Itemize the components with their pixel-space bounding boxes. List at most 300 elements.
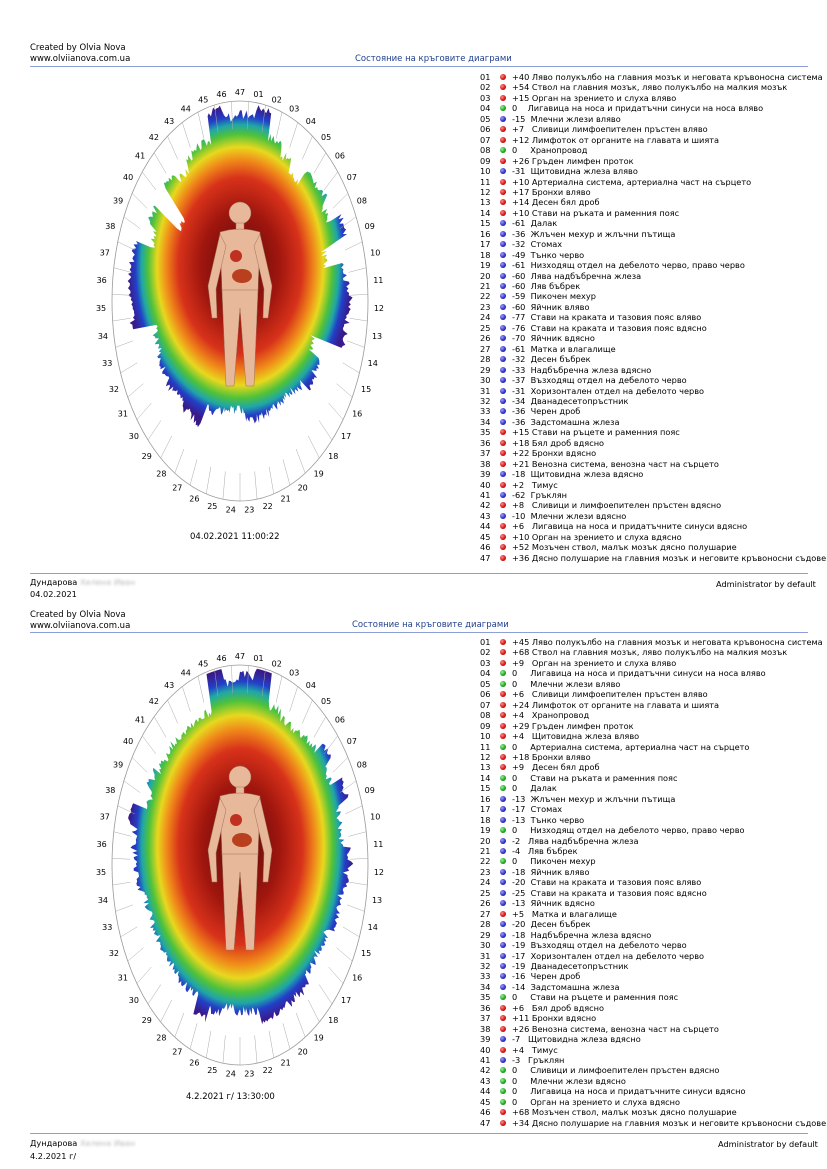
sector-number-label: 10 bbox=[370, 812, 381, 822]
organ-value-label: +40 Ляво полукълбо на главния мозък и неговата кръвоносна система bbox=[512, 72, 823, 82]
organ-value-label: -31 Щитовидна жлеза вляво bbox=[512, 166, 638, 177]
sector-number-label: 20 bbox=[297, 1047, 308, 1057]
green-status-dot-icon bbox=[500, 785, 506, 791]
organ-value-label: 0 Стави на ръцете и раменния пояс bbox=[512, 992, 679, 1003]
organ-number: 28 bbox=[480, 919, 491, 930]
sector-number-label: 08 bbox=[356, 196, 367, 206]
sector-number-label: 45 bbox=[198, 95, 209, 105]
organ-number: 06 bbox=[480, 689, 491, 700]
sector-number-label: 41 bbox=[134, 715, 146, 725]
organ-number: 14 bbox=[480, 207, 491, 218]
organ-value-label: +4 Тимус bbox=[512, 1044, 558, 1055]
sector-number-label: 32 bbox=[108, 384, 120, 394]
organ-number: 23 bbox=[480, 301, 491, 312]
patient-surname: Дундарова bbox=[30, 577, 78, 587]
organ-value-label: -61 Матка и влагалище bbox=[512, 343, 616, 354]
organ-value-label: -61 Низходящ отдел на дебелото черво, право черво bbox=[512, 260, 745, 271]
sector-number-label: 19 bbox=[313, 469, 324, 479]
red-status-dot-icon bbox=[500, 723, 506, 729]
red-status-dot-icon bbox=[500, 158, 506, 164]
organ-value-label: -34 Дванадесетопръстник bbox=[512, 395, 629, 406]
organ-number: 20 bbox=[480, 270, 491, 281]
organ-number: 24 bbox=[480, 877, 491, 888]
organ-number: 41 bbox=[480, 1055, 491, 1065]
organ-number: 08 bbox=[480, 710, 491, 721]
organ-value-label: 0 Сливици и лимфоепителен пръстен вдясно bbox=[512, 1065, 720, 1076]
blue-status-dot-icon bbox=[500, 220, 506, 226]
organ-number: 32 bbox=[480, 960, 491, 971]
sector-number-label: 05 bbox=[321, 132, 332, 142]
creator-text: Created by Olvia Nova bbox=[30, 610, 126, 620]
organ-value-label: -18 Щитовидна жлеза вдясно bbox=[512, 469, 644, 480]
organ-number: 15 bbox=[480, 218, 491, 229]
sector-number-label: 06 bbox=[334, 151, 346, 161]
organ-number: 38 bbox=[480, 1023, 491, 1034]
organ-value-label: +14 Десен бял дроб bbox=[512, 197, 600, 208]
creator-label bbox=[30, 610, 130, 632]
sector-number-label: 25 bbox=[207, 501, 218, 511]
organ-number: 19 bbox=[480, 260, 491, 271]
red-status-dot-icon bbox=[500, 1005, 506, 1011]
measurement-datetime: 04.02.2021 11:00:22 bbox=[190, 532, 280, 542]
sector-number-label: 27 bbox=[172, 1047, 183, 1057]
organ-number: 29 bbox=[480, 929, 491, 940]
organ-value-label: -37 Възходящ отдел на дебелото черво bbox=[512, 375, 687, 386]
sector-number-label: 09 bbox=[364, 785, 375, 795]
blue-status-dot-icon bbox=[500, 293, 506, 299]
organ-number: 14 bbox=[480, 772, 491, 783]
organ-number: 31 bbox=[480, 950, 491, 961]
organ-value-label: +9 Орган на зрението и слуха вляво bbox=[512, 657, 677, 668]
organ-value-label: -76 Стави на краката и тазовия пояс вдясно bbox=[512, 322, 707, 333]
blue-status-dot-icon bbox=[500, 377, 506, 383]
sector-number-label: 15 bbox=[360, 948, 372, 958]
red-status-dot-icon bbox=[500, 199, 506, 205]
organ-number: 03 bbox=[480, 657, 491, 668]
organ-value-label: -13 Тънко черво bbox=[512, 814, 585, 825]
organ-value-label: +10 Орган на зрението и слуха вдясно bbox=[512, 531, 682, 542]
organ-value-label: -18 Яйчник вляво bbox=[512, 866, 590, 877]
organ-number: 30 bbox=[480, 940, 491, 951]
organ-number: 09 bbox=[480, 155, 491, 166]
organ-value-label: +52 Мозъчен ствол, малък мозък дясно полушарие bbox=[512, 542, 737, 553]
green-status-dot-icon bbox=[500, 1099, 506, 1105]
sector-number-label: 15 bbox=[360, 384, 372, 394]
organ-number: 41 bbox=[480, 490, 491, 500]
organ-value-label: +6 Лигавица на носа и придатъчните синуси вдясно bbox=[512, 521, 748, 532]
blue-status-dot-icon bbox=[500, 367, 506, 373]
sector-number-label: 12 bbox=[373, 303, 385, 313]
sector-number-label: 38 bbox=[105, 785, 116, 795]
organ-number: 22 bbox=[480, 856, 491, 867]
organ-value-label: 0 Лигавица на носа и придатъчни синуси на носа вляво bbox=[512, 668, 766, 679]
organ-number: 13 bbox=[480, 762, 491, 773]
organ-number: 43 bbox=[480, 1075, 491, 1086]
blue-status-dot-icon bbox=[500, 346, 506, 352]
blue-status-dot-icon bbox=[500, 231, 506, 237]
sector-number-label: 34 bbox=[97, 331, 109, 341]
organ-value-label: +26 Гръден лимфен проток bbox=[512, 155, 634, 166]
sector-number-label: 22 bbox=[262, 501, 273, 511]
sector-number-label: 42 bbox=[148, 696, 159, 706]
blue-status-dot-icon bbox=[500, 262, 506, 268]
sector-number-label: 44 bbox=[180, 668, 191, 678]
sector-number-label: 32 bbox=[108, 948, 120, 958]
blue-status-dot-icon bbox=[500, 252, 506, 258]
organ-value-label: +68 Мозъчен ствол, малък мозък дясно полушарие bbox=[512, 1107, 737, 1118]
organ-value-label: +10 Артериална система, артериална част на сърцето bbox=[512, 176, 752, 187]
organ-number: 36 bbox=[480, 1002, 491, 1013]
sector-number-label: 43 bbox=[164, 117, 175, 127]
organ-value-label: 0 Стави на ръката и раменния пояс bbox=[512, 772, 678, 783]
organ-value-label: +5 Матка и влагалище bbox=[512, 908, 617, 919]
organ-number: 37 bbox=[480, 1013, 491, 1024]
red-status-dot-icon bbox=[500, 544, 506, 550]
sector-number-label: 13 bbox=[371, 331, 383, 341]
organ-number: 01 bbox=[480, 72, 491, 82]
blue-status-dot-icon bbox=[500, 388, 506, 394]
organ-number: 17 bbox=[480, 804, 491, 815]
organ-value-label: -20 Стави на краката и тазовия пояс вляво bbox=[512, 877, 702, 888]
organ-number: 46 bbox=[480, 542, 491, 553]
organ-number: 12 bbox=[480, 186, 491, 197]
sector-number-label: 36 bbox=[96, 276, 107, 286]
sector-number-label: 13 bbox=[371, 895, 383, 905]
sector-number-label: 21 bbox=[280, 494, 291, 504]
organ-number: 40 bbox=[480, 1044, 491, 1055]
organ-value-label: -32 Стомах bbox=[512, 239, 563, 250]
organ-number: 15 bbox=[480, 783, 491, 794]
sector-number-label: 40 bbox=[123, 737, 134, 747]
sector-number-label: 07 bbox=[346, 737, 357, 747]
organ-value-label: +26 Венозна система, венозна част на сърцето bbox=[512, 1023, 719, 1034]
organ-value-label: -19 Дванадесетопръстник bbox=[512, 960, 629, 971]
organ-number: 35 bbox=[480, 992, 491, 1003]
red-status-dot-icon bbox=[500, 461, 506, 467]
organ-number: 30 bbox=[480, 375, 491, 386]
aura-diagram bbox=[90, 650, 390, 1080]
red-status-dot-icon bbox=[500, 1047, 506, 1053]
organ-number: 27 bbox=[480, 908, 491, 919]
organ-value-label: +10 Стави на ръката и раменния пояс bbox=[512, 207, 680, 218]
footer-divider bbox=[30, 573, 808, 574]
sector-number-label: 46 bbox=[216, 653, 227, 663]
red-status-dot-icon bbox=[500, 754, 506, 760]
organ-value-label: 0 Артериална система, артериална част на сърцето bbox=[512, 741, 750, 752]
sector-number-label: 06 bbox=[334, 715, 346, 725]
sector-number-label: 37 bbox=[99, 812, 110, 822]
sector-number-label: 26 bbox=[189, 1058, 200, 1068]
organ-value-label: -14 Задстомашна жлеза bbox=[512, 981, 620, 992]
red-status-dot-icon bbox=[500, 534, 506, 540]
blue-status-dot-icon bbox=[500, 408, 506, 414]
organ-number: 24 bbox=[480, 312, 491, 323]
blue-status-dot-icon bbox=[500, 1057, 506, 1063]
blue-status-dot-icon bbox=[500, 398, 506, 404]
organ-value-label: -19 Възходящ отдел на дебелото черво bbox=[512, 940, 687, 951]
organ-value-label: -25 Стави на краката и тазовия пояс вдясно bbox=[512, 887, 707, 898]
sector-number-label: 22 bbox=[262, 1065, 273, 1075]
organ-value-label: -33 Надбъбречна жлеза вдясно bbox=[512, 364, 652, 375]
sector-number-label: 41 bbox=[134, 151, 146, 161]
red-status-dot-icon bbox=[500, 450, 506, 456]
sector-number-label: 08 bbox=[356, 760, 367, 770]
organ-value-label: -10 Млечни жлези вдясно bbox=[512, 510, 627, 521]
green-status-dot-icon bbox=[500, 744, 506, 750]
organ-number: 16 bbox=[480, 793, 491, 804]
blue-status-dot-icon bbox=[500, 356, 506, 362]
blue-status-dot-icon bbox=[500, 471, 506, 477]
organ-value-label: 0 Лигавица на носа и придатъчните синуси вдясно bbox=[512, 1086, 746, 1097]
organ-value-label: -15 Млечни жлези вляво bbox=[512, 113, 621, 124]
organ-number: 18 bbox=[480, 249, 491, 260]
sector-number-label: 04 bbox=[305, 117, 316, 127]
sector-number-label: 02 bbox=[271, 659, 282, 669]
green-status-dot-icon bbox=[500, 858, 506, 864]
red-status-dot-icon bbox=[500, 660, 506, 666]
red-status-dot-icon bbox=[500, 555, 506, 561]
organ-value-label: -17 Хоризонтален отдел на дебелото черво bbox=[512, 950, 705, 961]
organ-value-label: -18 Надбъбречна жлеза вдясно bbox=[512, 929, 652, 940]
organ-value-label: +54 Ствол на главния мозък, ляво полукълбо на малкия мозък bbox=[512, 82, 788, 93]
sector-number-label: 34 bbox=[97, 895, 109, 905]
sector-number-label: 20 bbox=[297, 483, 308, 493]
organ-number: 38 bbox=[480, 458, 491, 469]
organ-number: 45 bbox=[480, 1096, 491, 1107]
sector-number-label: 16 bbox=[352, 973, 363, 983]
page-title: Состояние на кръговите диаграми bbox=[352, 620, 509, 630]
patient-surname: Дундарова bbox=[30, 1138, 78, 1148]
blue-status-dot-icon bbox=[500, 921, 506, 927]
sector-number-label: 46 bbox=[216, 89, 227, 99]
sector-number-label: 12 bbox=[373, 867, 385, 877]
organ-value-label: +45 Ляво полукълбо на главния мозък и неговата кръвоносна система bbox=[512, 637, 823, 647]
organ-number: 42 bbox=[480, 1065, 491, 1076]
sector-number-label: 42 bbox=[148, 132, 159, 142]
red-status-dot-icon bbox=[500, 691, 506, 697]
organ-value-label: 0 Лигавица на носа и придатъчни синуси на носа вляво bbox=[512, 103, 764, 114]
blue-status-dot-icon bbox=[500, 869, 506, 875]
blue-status-dot-icon bbox=[500, 963, 506, 969]
organ-number: 05 bbox=[480, 678, 491, 689]
red-status-dot-icon bbox=[500, 126, 506, 132]
organ-value-label: +18 Бронхи вляво bbox=[512, 751, 591, 762]
blue-status-dot-icon bbox=[500, 890, 506, 896]
blue-status-dot-icon bbox=[500, 879, 506, 885]
organ-number: 26 bbox=[480, 333, 491, 344]
organ-number: 08 bbox=[480, 145, 491, 156]
organ-number: 05 bbox=[480, 113, 491, 124]
red-status-dot-icon bbox=[500, 764, 506, 770]
organ-value-label: -4 Ляв бъбрек bbox=[512, 846, 578, 856]
red-status-dot-icon bbox=[500, 733, 506, 739]
organ-value-label: +6 Сливици лимфоепителен пръстен вляво bbox=[512, 689, 708, 700]
blue-status-dot-icon bbox=[500, 838, 506, 844]
sector-number-label: 31 bbox=[117, 409, 128, 419]
organ-value-label: +15 Орган на зрението и слуха вляво bbox=[512, 92, 677, 103]
patient-name bbox=[30, 1138, 135, 1148]
green-status-dot-icon bbox=[500, 1088, 506, 1094]
organ-number: 47 bbox=[480, 1117, 491, 1128]
organ-number: 31 bbox=[480, 385, 491, 396]
admin-label: Administrator by default bbox=[716, 579, 816, 589]
red-status-dot-icon bbox=[500, 712, 506, 718]
sector-number-label: 37 bbox=[99, 248, 110, 258]
red-status-dot-icon bbox=[500, 639, 506, 645]
organ-number: 39 bbox=[480, 1034, 491, 1045]
red-status-dot-icon bbox=[500, 502, 506, 508]
organ-value-label: +12 Лимфоток от органите на главата и шията bbox=[512, 134, 720, 145]
sector-number-label: 16 bbox=[352, 409, 363, 419]
sector-number-label: 18 bbox=[328, 1016, 339, 1026]
blue-status-dot-icon bbox=[500, 314, 506, 320]
blue-status-dot-icon bbox=[500, 273, 506, 279]
sector-number-label: 31 bbox=[117, 973, 128, 983]
organ-value-label: 0 Низходящ отдел на дебелото черво, право черво bbox=[512, 825, 745, 836]
organ-number: 10 bbox=[480, 166, 491, 177]
blue-status-dot-icon bbox=[500, 335, 506, 341]
organ-value-label: -7 Щитовидна жлеза вдясно bbox=[512, 1034, 641, 1045]
organ-value-label: -3 Гръклян bbox=[512, 1055, 565, 1065]
red-status-dot-icon bbox=[500, 702, 506, 708]
blue-status-dot-icon bbox=[500, 806, 506, 812]
organ-number: 44 bbox=[480, 1086, 491, 1097]
organ-value-label: 0 Далак bbox=[512, 783, 557, 794]
green-status-dot-icon bbox=[500, 827, 506, 833]
blue-status-dot-icon bbox=[500, 932, 506, 938]
organ-value-label: -61 Далак bbox=[512, 218, 558, 229]
sector-number-label: 33 bbox=[102, 922, 113, 932]
sector-number-label: 10 bbox=[370, 248, 381, 258]
organ-value-label: -70 Яйчник вдясно bbox=[512, 333, 595, 344]
footer-divider bbox=[30, 1133, 808, 1134]
red-status-dot-icon bbox=[500, 210, 506, 216]
green-status-dot-icon bbox=[500, 1078, 506, 1084]
organ-number: 22 bbox=[480, 291, 491, 302]
organ-value-label: -20 Десен бъбрек bbox=[512, 919, 591, 930]
report-panel-2 bbox=[0, 600, 827, 1169]
green-status-dot-icon bbox=[500, 1067, 506, 1073]
red-status-dot-icon bbox=[500, 95, 506, 101]
sector-number-label: 11 bbox=[373, 840, 384, 850]
page-title: Состояние на кръговите диаграми bbox=[355, 54, 512, 64]
blue-status-dot-icon bbox=[500, 973, 506, 979]
blue-status-dot-icon bbox=[500, 513, 506, 519]
red-status-dot-icon bbox=[500, 179, 506, 185]
organ-number: 02 bbox=[480, 82, 491, 93]
organ-value-label: -36 Задстомашна жлеза bbox=[512, 416, 620, 427]
green-status-dot-icon bbox=[500, 147, 506, 153]
organ-number: 12 bbox=[480, 751, 491, 762]
organ-number: 07 bbox=[480, 699, 491, 710]
sector-number-label: 18 bbox=[328, 452, 339, 462]
organ-number: 37 bbox=[480, 448, 491, 459]
organ-value-label: 0 Млечни жлези вдясно bbox=[512, 1075, 626, 1086]
organ-number: 11 bbox=[480, 741, 491, 752]
sector-number-label: 28 bbox=[156, 469, 167, 479]
sector-number-label: 09 bbox=[364, 221, 375, 231]
red-status-dot-icon bbox=[500, 429, 506, 435]
green-status-dot-icon bbox=[500, 670, 506, 676]
organ-number: 20 bbox=[480, 835, 491, 846]
organ-value-label: -31 Хоризонтален отдел на дебелото черво bbox=[512, 385, 705, 396]
organ-value-label: -13 Жлъчен мехур и жлъчни пътища bbox=[512, 793, 676, 804]
sector-number-label: 27 bbox=[172, 483, 183, 493]
creator-label bbox=[30, 43, 130, 65]
sector-number-label: 03 bbox=[289, 104, 300, 114]
blue-status-dot-icon bbox=[500, 900, 506, 906]
green-status-dot-icon bbox=[500, 681, 506, 687]
organ-value-label: -60 Лява надбъбречна жлеза bbox=[512, 270, 642, 281]
organ-value-label: +21 Венозна система, венозна част на сърцето bbox=[512, 458, 719, 469]
organ-number: 01 bbox=[480, 637, 491, 647]
organ-number: 13 bbox=[480, 197, 491, 208]
organ-value-label: 0 Млечни жлези вляво bbox=[512, 678, 621, 689]
measurement-datetime: 4.2.2021 г/ 13:30:00 bbox=[186, 1092, 275, 1102]
organ-number: 21 bbox=[480, 281, 491, 291]
organ-value-label: -59 Пикочен мехур bbox=[512, 291, 596, 302]
organ-value-label: +2 Тимус bbox=[512, 479, 558, 490]
admin-label: Administrator by default bbox=[718, 1139, 818, 1149]
organ-number: 06 bbox=[480, 124, 491, 135]
sector-number-label: 35 bbox=[95, 303, 107, 313]
blue-status-dot-icon bbox=[500, 492, 506, 498]
blue-status-dot-icon bbox=[500, 1036, 506, 1042]
organ-value-label: +6 Бял дроб вдясно bbox=[512, 1002, 605, 1013]
organ-number: 34 bbox=[480, 416, 491, 427]
sector-number-label: 03 bbox=[289, 668, 300, 678]
organ-number: 21 bbox=[480, 846, 491, 856]
organ-value-label: +68 Ствол на главния мозък, ляво полукълбо на малкия мозък bbox=[512, 647, 788, 658]
organ-number: 39 bbox=[480, 469, 491, 480]
sector-number-label: 28 bbox=[156, 1033, 167, 1043]
organ-number: 32 bbox=[480, 395, 491, 406]
blue-status-dot-icon bbox=[500, 942, 506, 948]
creator-text: Created by Olvia Nova bbox=[30, 43, 126, 53]
organ-value-label: -16 Черен дроб bbox=[512, 971, 581, 982]
red-status-dot-icon bbox=[500, 1026, 506, 1032]
sector-number-label: 25 bbox=[207, 1065, 218, 1075]
red-status-dot-icon bbox=[500, 440, 506, 446]
sector-number-label: 04 bbox=[305, 681, 316, 691]
sector-number-label: 40 bbox=[123, 173, 134, 183]
red-status-dot-icon bbox=[500, 137, 506, 143]
sector-number-label: 38 bbox=[105, 221, 116, 231]
sector-number-label: 44 bbox=[180, 104, 191, 114]
website-text: www.olviianova.com.ua bbox=[30, 54, 131, 64]
sector-number-label: 33 bbox=[102, 358, 113, 368]
sector-number-label: 14 bbox=[367, 922, 378, 932]
header-divider bbox=[30, 66, 808, 67]
sector-number-label: 47 bbox=[234, 652, 246, 661]
organ-value-label: -13 Яйчник вдясно bbox=[512, 898, 595, 909]
sector-number-label: 07 bbox=[346, 173, 357, 183]
sector-number-label: 23 bbox=[244, 505, 255, 515]
organ-number: 28 bbox=[480, 354, 491, 365]
red-status-dot-icon bbox=[500, 482, 506, 488]
sector-number-label: 26 bbox=[189, 494, 200, 504]
organ-value-label: 0 Хранопровод bbox=[512, 145, 588, 156]
organ-number: 40 bbox=[480, 479, 491, 490]
sector-number-label: 35 bbox=[95, 867, 107, 877]
organ-value-label: +24 Лимфоток от органите на главата и шията bbox=[512, 699, 720, 710]
organ-value-label: -2 Лява надбъбречна жлеза bbox=[512, 835, 639, 846]
organ-value-label: +29 Гръден лимфен проток bbox=[512, 720, 634, 731]
organ-number: 33 bbox=[480, 971, 491, 982]
sector-number-label: 45 bbox=[198, 659, 209, 669]
patient-name-hidden: Хелена Иван bbox=[79, 577, 136, 587]
organ-value-label: +9 Десен бял дроб bbox=[512, 762, 600, 773]
